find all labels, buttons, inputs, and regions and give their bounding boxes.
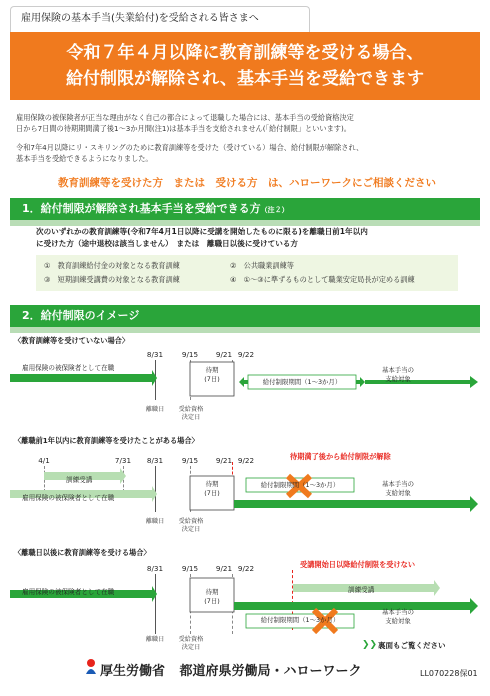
list-item: ② 公共職業訓練等 xyxy=(230,261,294,270)
date-label: 9/15 xyxy=(181,564,199,573)
case2-leave-label: 離職日 xyxy=(145,518,165,525)
date-label: 9/21 xyxy=(215,564,233,573)
date-label: 9/15 xyxy=(181,350,199,359)
section1-title: 1．給付制限が解除され基本手当を受給できる方 xyxy=(22,202,261,215)
case3-restriction: 給付制限期間（1～3か月） xyxy=(260,616,340,624)
section1-condition xyxy=(36,226,476,250)
office-name: 都道府県労働局・ハローワーク xyxy=(179,664,362,679)
case3-lifted-note: 受講開始日以降給付制限を受けない xyxy=(300,560,416,569)
back-page-note: 裏面もご覧ください xyxy=(378,641,446,650)
intro-p1-l2: 日から7日間の待期期間満了後1～3か月間(注1)は基本手当を支給されません(「給付制限」といいます)。 xyxy=(16,124,351,133)
intro-paragraph-2 xyxy=(16,142,478,164)
date-label: 9/22 xyxy=(237,350,255,359)
list-item: ① 教育訓練給付金の対象となる教育訓練 xyxy=(44,261,180,270)
case1-insured-label: 雇用保険の被保険者として在職 xyxy=(22,364,115,372)
case3-training-label: 訓練受講 xyxy=(348,586,375,594)
training-list xyxy=(36,255,458,291)
section1-note: （注２） xyxy=(260,206,289,214)
list-item: ④ ①～③に準ずるものとして職業安定局長が定める訓練 xyxy=(230,275,415,284)
cond-line-2: に受けた方（途中退校は該当しません） または 離職日以後に受けている方 xyxy=(36,239,298,248)
case1-restriction: 給付制限期間（1～3か月） xyxy=(262,378,342,386)
consult-notice: 教育訓練等を受けた方 または 受ける方 は、ハローワークにご相談ください xyxy=(58,177,436,189)
intro-p2-l1: 令和7年4月以降にリ・スキリングのために教育訓練等を受けた（受けている）場合、給付制限が解除され、 xyxy=(16,143,364,152)
case2-waiting: 待期 (7日) xyxy=(204,480,220,497)
case1-waiting: 待期 (7日) xyxy=(204,366,220,383)
case3-waiting: 待期 (7日) xyxy=(204,588,220,605)
ministry-name: 厚生労働省 xyxy=(100,664,166,679)
cond-line-1: 次のいずれかの教育訓練等(令和7年4月1日以降に受講を開始したものに限る)を離職日前1年以内 xyxy=(36,227,368,236)
case2-lifted-note: 待期満了後から給付制限が解除 xyxy=(290,452,391,461)
list-item: ③ 短期訓練受講費の対象となる教育訓練 xyxy=(44,275,180,284)
section2-title: 2．給付制限のイメージ xyxy=(22,309,140,322)
ministry-logo-icon xyxy=(84,658,98,678)
case3-title: 〈離職日以後に教育訓練等を受ける場合〉 xyxy=(14,548,151,557)
document-code: LL070228保01 xyxy=(420,669,478,678)
case1-title: 〈教育訓練等を受けていない場合〉 xyxy=(14,336,130,345)
date-label: 9/21 xyxy=(215,456,233,465)
case2-benefit: 基本手当の 支給対象 xyxy=(382,480,414,497)
case2-title: 〈離職前1年以内に教育訓練等を受けたことがある場合〉 xyxy=(14,436,199,445)
date-label: 9/22 xyxy=(237,456,255,465)
case3-insured-label: 雇用保険の被保険者として在職 xyxy=(22,588,115,596)
title-line-1: 令和７年４月以降に教育訓練等を受ける場合、 xyxy=(66,43,424,63)
intro-paragraph-1 xyxy=(16,112,478,134)
date-label: 8/31 xyxy=(146,350,164,359)
section2-header xyxy=(10,305,480,327)
date-label: 7/31 xyxy=(114,456,132,465)
case2-restriction: 給付制限期間（1～3か月） xyxy=(260,481,340,489)
section1-header xyxy=(10,198,480,220)
date-label: 8/31 xyxy=(146,564,164,573)
date-label: 9/21 xyxy=(215,350,233,359)
date-label: 4/1 xyxy=(38,456,50,465)
date-label: 9/15 xyxy=(181,456,199,465)
case2-training-label: 訓練受講 xyxy=(66,476,93,484)
intro-p2-l2: 基本手当を受給できるようになりました。 xyxy=(16,154,153,163)
case1-decision-label: 受給資格 決定日 xyxy=(178,406,204,421)
title-banner xyxy=(10,32,480,100)
case2-decision-label: 受給資格 決定日 xyxy=(178,518,204,533)
case3-benefit: 基本手当の 支給対象 xyxy=(382,608,414,625)
case1-leave-label: 離職日 xyxy=(145,406,165,413)
case1-benefit: 基本手当の 支給対象 xyxy=(382,366,414,383)
case3-leave-label: 離職日 xyxy=(145,636,165,643)
case2-insured-label: 雇用保険の被保険者として在職 xyxy=(22,494,115,502)
section2-divider xyxy=(10,327,480,333)
date-label: 8/31 xyxy=(146,456,164,465)
footer-org xyxy=(100,660,362,679)
chevron-right-icon: ❯❯ xyxy=(362,640,378,650)
case3-decision-label: 受給資格 決定日 xyxy=(178,636,204,651)
header-tag: 雇用保険の基本手当(失業給付)を受給される皆さまへ xyxy=(10,6,310,32)
title-line-2: 給付制限が解除され、基本手当を受給できます xyxy=(65,69,425,89)
date-label: 9/22 xyxy=(237,564,255,573)
intro-p1-l1: 雇用保険の被保険者が正当な理由がなく自己の都合によって退職した場合には、基本手当の受給資格決定 xyxy=(16,113,354,122)
